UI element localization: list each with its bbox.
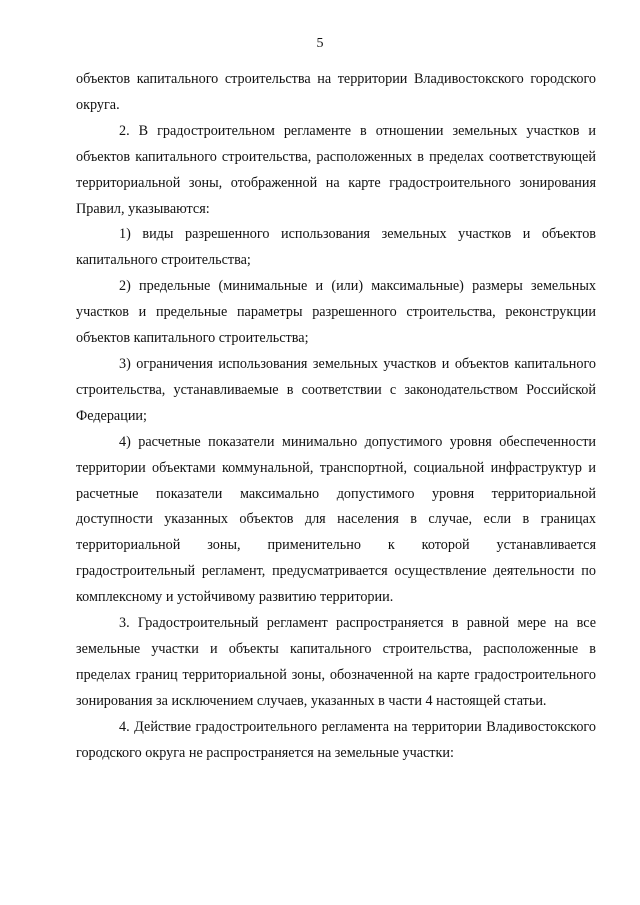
paragraph-subitem-3: 3) ограничения использования земельных участков и объектов капитального строительства, устанавливаемые в соответствии с законодательством Российской Федерации;	[76, 355, 596, 424]
paragraph-continuation: объектов капитального строительства на территории Владивостокского городского округа.	[76, 71, 596, 113]
paragraph-subitem-4: 4) расчетные показатели минимально допустимого уровня обеспеченности территории объектами коммунальной, транспортной, социальной инфраструктур и расчетные показатели максимально допустимого уровня территориальной доступности указанных объектов для населения в случае, если в границах территориальной зоны, применительно к которой устанавливается градостроительный регламент, предусматривается осуществление деятельности по комплексному и устойчивому развитию территории.	[76, 433, 596, 606]
page-number: 5	[316, 36, 324, 51]
paragraph-subitem-1: 1) виды разрешенного использования земельных участков и объектов капитального строительства;	[76, 226, 596, 269]
paragraph-item-4: 4. Действие градостроительного регламента на территории Владивостокского городского округа не распространяется на земельные участки:	[76, 718, 596, 761]
document-body	[76, 67, 596, 766]
paragraph-item-2: 2. В градостроительном регламенте в отношении земельных участков и объектов капитального строительства, расположенных в пределах соответствующей территориальной зоны, отображенной на карте градостроительного зонирования Правил, указываются:	[76, 122, 596, 217]
paragraph-subitem-2: 2) предельные (минимальные и (или) максимальные) размеры земельных участков и предельные параметры разрешенного строительства, реконструкции объектов капитального строительства;	[76, 278, 596, 347]
paragraph-item-3: 3. Градостроительный регламент распространяется в равной мере на все земельные участки и объекты капитального строительства, расположенные в пределах границ территориальной зоны, обозначенной на карте градостроительного зонирования за исключением случаев, указанных в части 4 настоящей статьи.	[76, 615, 596, 709]
